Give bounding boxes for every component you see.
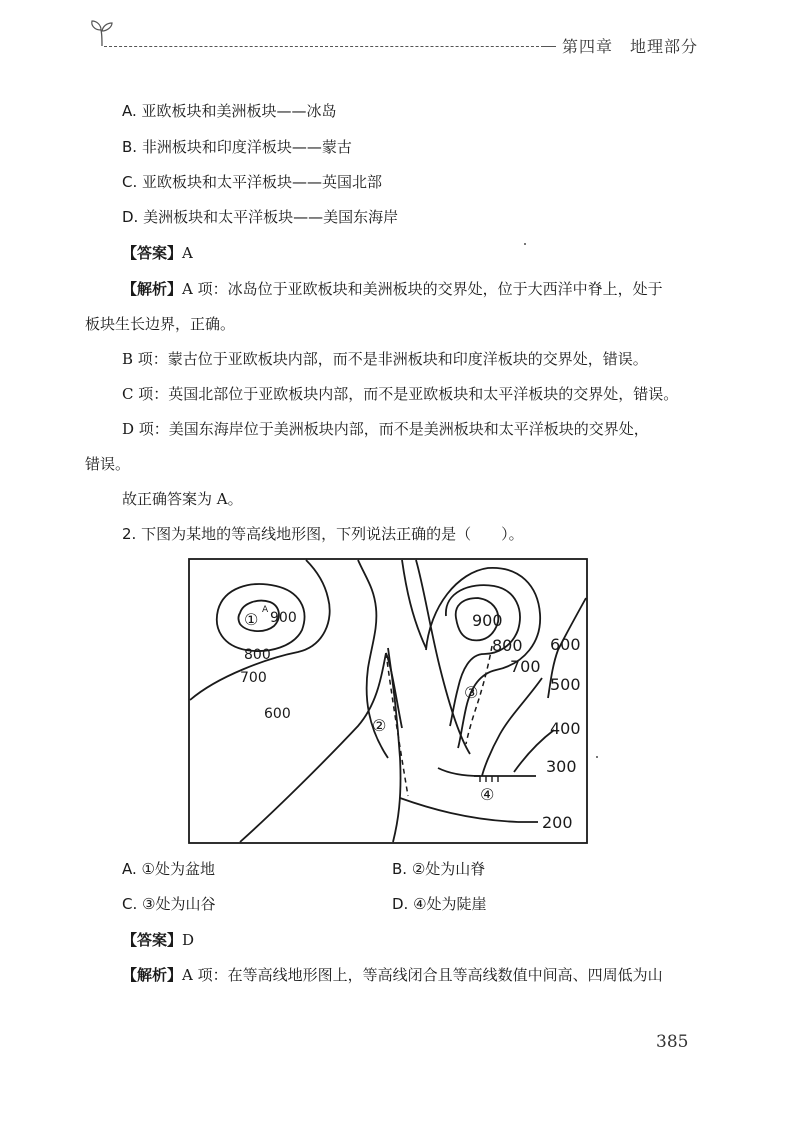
marker-3: ③ (464, 683, 479, 702)
label-300: 300 (546, 757, 577, 776)
contour-200-curve (400, 798, 518, 822)
analysis-text: A 项：在等高线地形图上，等高线闭合且等高线数值中间高、四周低为山 (182, 966, 663, 984)
marker-4: ④ (480, 785, 495, 804)
sprout-icon (88, 18, 116, 48)
analysis-text: A 项：冰岛位于亚欧板块和美洲板块的交界处，位于大西洋中脊上，处于 (182, 280, 663, 298)
q1-analysis-c: C 项：英国北部位于亚欧板块内部，而不是亚欧板块和太平洋板块的交界处，错误。 (122, 385, 679, 403)
q2-analysis-line1 (122, 964, 663, 985)
section-label: 地理部分 (630, 37, 699, 56)
answer-label: 【答案】 (122, 931, 183, 949)
label-500: 500 (550, 675, 581, 694)
label-900-left: 900 (270, 610, 297, 626)
label-800-left: 800 (244, 647, 271, 663)
contour-500 (482, 678, 542, 776)
contour-cliff (438, 768, 480, 776)
scan-speck (596, 756, 598, 758)
answer-value: A (182, 244, 193, 262)
label-point-a: A (262, 605, 269, 615)
q2-answer (122, 929, 194, 950)
q1-option-a: A. 亚欧板块和美洲板块——冰岛 (122, 102, 337, 120)
q2-option-d: D. ④处为陡崖 (392, 895, 487, 913)
running-header (562, 34, 698, 57)
label-800-right: 800 (492, 636, 523, 655)
answer-value: D (182, 931, 195, 949)
label-900-right: 900 (472, 611, 503, 630)
contour-ridge-spur (388, 648, 401, 842)
header-rule (104, 46, 544, 47)
q1-analysis-d1: D 项：美国东海岸位于美洲板块内部，而不是美洲板块和太平洋板块的交界处， (122, 420, 649, 438)
analysis-label: 【解析】 (122, 966, 183, 984)
q1-option-d: D. 美洲板块和太平洋板块——美国东海岸 (122, 208, 399, 226)
scan-speck (524, 243, 526, 245)
answer-label: 【答案】 (122, 244, 183, 262)
chapter-label: 第四章 (562, 37, 614, 56)
contour-map (188, 558, 588, 844)
label-600-left: 600 (264, 706, 291, 722)
marker-1: ① (244, 610, 259, 629)
header-rule-end (544, 46, 556, 47)
q2-question: 2. 下图为某地的等高线地形图，下列说法正确的是（ ）。 (122, 525, 524, 543)
label-200: 200 (542, 813, 573, 832)
analysis-label: 【解析】 (122, 280, 183, 298)
q1-analysis-line2: 板块生长边界，正确。 (85, 315, 236, 333)
label-400: 400 (550, 719, 581, 738)
q1-analysis-b: B 项：蒙古位于亚欧板块内部，而不是非洲板块和印度洋板块的交界处，错误。 (122, 350, 648, 368)
label-700-right: 700 (510, 657, 541, 676)
q1-analysis-d2: 错误。 (85, 455, 131, 473)
marker-2: ② (372, 716, 387, 735)
map-frame (189, 559, 587, 843)
q2-option-c: C. ③处为山谷 (122, 895, 216, 913)
q1-option-b: B. 非洲板块和印度洋板块——蒙古 (122, 138, 352, 156)
q1-conclusion: 故正确答案为 A。 (122, 490, 243, 508)
q1-analysis-line1 (122, 278, 663, 299)
q2-option-b: B. ②处为山脊 (392, 860, 486, 878)
q2-option-a: A. ①处为盆地 (122, 860, 215, 878)
q1-answer (122, 242, 193, 263)
ridge-dashed-line (386, 653, 408, 796)
label-600-right: 600 (550, 635, 581, 654)
label-700-left: 700 (240, 670, 267, 686)
page-number: 385 (656, 1032, 689, 1052)
q1-option-c: C. 亚欧板块和太平洋板块——英国北部 (122, 173, 383, 191)
contour-ridge-right (402, 560, 426, 648)
